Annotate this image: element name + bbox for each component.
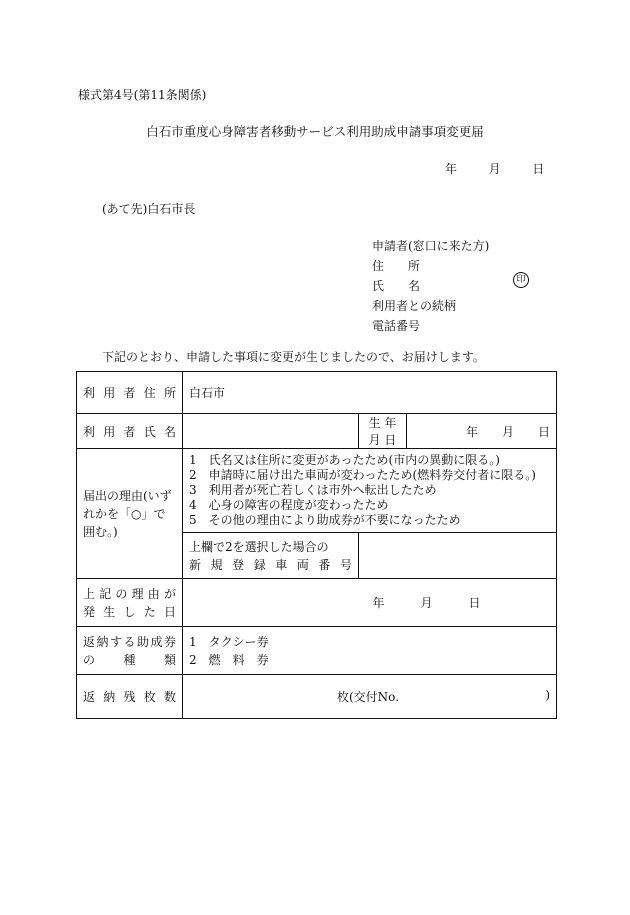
return-type-label [77,627,183,675]
applicant-relation-label: 利用者との続柄 [372,299,457,313]
change-form-table [76,371,557,719]
applicant-name-label: 氏 名 [372,279,421,293]
vehicle-label-line-1: 上欄で2を選択した場合の [189,539,329,554]
vehicle-number-label [183,533,359,579]
remaining-issue-no: 枚(交付No. [337,690,400,704]
reason-date-label-line-1: 上記の理由が [83,586,176,601]
return-type-item: 2 燃 料 券 [189,652,269,667]
return-type-list [183,627,557,675]
row-user-name [77,414,557,449]
remaining-count-label: 返 納 残 枚 数 [77,675,183,719]
user-name-value [183,414,359,449]
applicant-block [372,236,489,336]
reason-item: 4 心身の障害の程度が変わったため [189,498,389,512]
reason-item: 5 その他の理由により助成券が不要になったため [189,513,461,527]
reason-date-label [77,579,183,627]
reason-list [183,449,557,533]
row-remaining-count [77,675,557,719]
user-address-value: 白石市 [183,372,557,414]
remaining-close-paren: ) [545,688,551,702]
remaining-count-value [183,675,557,719]
applicant-header: 申請者(窓口に来た方) [372,239,490,253]
applicant-phone-label: 電話番号 [372,319,421,333]
row-return-type [77,627,557,675]
birthdate-label: 生 年 月 日 [359,414,407,449]
return-type-label-line-1: 返納する助成券 [83,634,176,649]
date-day: 日 [532,162,545,176]
submission-date [445,160,544,177]
return-type-label-line-2: の 種 類 [83,652,176,667]
reason-label: 届出の理由(いずれかを「○」で囲む。) [77,449,183,579]
addressee: (あて先)白石市長 [102,202,196,216]
return-type-item: 1 タクシー券 [189,634,269,649]
vehicle-number-value [359,533,557,579]
reason-date-label-line-2: 発生した日 [83,604,176,619]
date-month: 月 [488,162,501,176]
birthdate-value: 年 月 日 [407,414,557,449]
intro-text: 下記のとおり、申請した事項に変更が生じましたので、お届けします。 [102,350,485,364]
user-name-label: 利 用 者 氏 名 [77,414,183,449]
form-number: 様式第4号(第11条関係) [78,88,207,102]
reason-date-value: 年 月 日 [183,579,557,627]
row-user-address [77,372,557,414]
user-address-label: 利 用 者 住 所 [77,372,183,414]
date-year: 年 [445,162,458,176]
seal-mark-icon: 印 [513,272,529,288]
reason-item: 1 氏名又は住所に変更があったため(市内の異動に限る。) [189,453,500,467]
row-reason-date [77,579,557,627]
reason-item: 3 利用者が死亡若しくは市外へ転出したため [189,483,437,497]
row-reasons [77,449,557,533]
applicant-address-label: 住 所 [372,259,421,273]
vehicle-label-line-2: 新 規 登 録 車 両 番 号 [189,557,352,572]
document-title: 白石市重度心身障害者移動サービス利用助成申請事項変更届 [146,124,484,139]
reason-item: 2 申請時に届け出た車両が変わったため(燃料券交付者に限る。) [189,468,536,482]
